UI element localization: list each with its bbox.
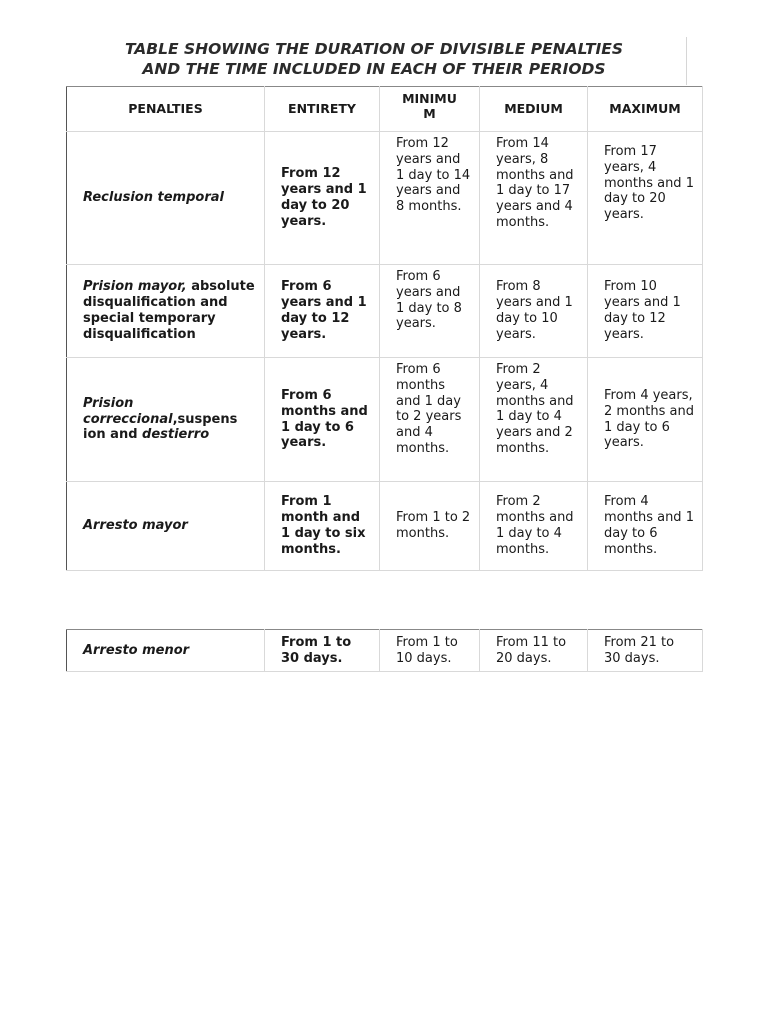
table-row — [67, 482, 703, 571]
entirety-cell: From 6 months and 1 day to 6 years. — [265, 358, 380, 482]
entirety-cell: From 6 years and 1 day to 12 years. — [265, 265, 380, 358]
penalty-cell — [67, 482, 265, 571]
header-minimum: MINIMU M — [380, 87, 480, 132]
page-title — [66, 39, 682, 79]
penalty-cell — [67, 132, 265, 265]
entirety-cell: From 1 to 30 days. — [265, 630, 380, 672]
minimum-cell: From 1 to 10 days. — [380, 630, 480, 672]
arresto-menor-table — [66, 629, 703, 672]
penalty-name: Prision mayor, — [83, 279, 187, 295]
maximum-cell: From 10 years and 1 day to 12 years. — [588, 265, 703, 358]
penalty-name: Prision correccional — [83, 395, 173, 427]
title-line-1: TABLE SHOWING THE DURATION OF DIVISIBLE PENALTIES — [124, 40, 624, 58]
header-entirety: ENTIRETY — [265, 87, 380, 132]
header-penalties: PENALTIES — [67, 87, 265, 132]
medium-cell: From 2 months and 1 day to 4 months. — [480, 482, 588, 571]
minimum-cell: From 6 months and 1 day to 2 years and 4 months. — [380, 358, 480, 482]
penalty-description: ,suspens ion and — [83, 411, 238, 443]
maximum-cell: From 4 years, 2 months and 1 day to 6 years. — [588, 358, 703, 482]
penalty-name: Arresto mayor — [83, 518, 188, 534]
minimum-cell: From 12 years and 1 day to 14 years and 8 months. — [380, 132, 480, 265]
title-block — [66, 37, 702, 85]
penalty-cell — [67, 265, 265, 358]
medium-cell: From 8 years and 1 day to 10 years. — [480, 265, 588, 358]
minimum-cell: From 1 to 2 months. — [380, 482, 480, 571]
title-line-2: AND THE TIME INCLUDED IN EACH OF THEIR PERIODS — [142, 60, 606, 78]
medium-cell: From 11 to 20 days. — [480, 630, 588, 672]
maximum-cell: From 21 to 30 days. — [588, 630, 703, 672]
penalty-description: absolute disqualification and special temporary disqualification — [83, 279, 255, 342]
maximum-cell: From 17 years, 4 months and 1 day to 20 years. — [588, 132, 703, 265]
maximum-cell: From 4 months and 1 day to 6 months. — [588, 482, 703, 571]
medium-cell: From 14 years, 8 months and 1 day to 17 years and 4 months. — [480, 132, 588, 265]
entirety-cell: From 1 month and 1 day to six months. — [265, 482, 380, 571]
header-row — [67, 87, 703, 132]
penalties-table — [66, 86, 703, 571]
penalty-name: Reclusion temporal — [83, 190, 224, 206]
medium-cell: From 2 years, 4 months and 1 day to 4 years and 2 months. — [480, 358, 588, 482]
minimum-cell: From 6 years and 1 day to 8 years. — [380, 265, 480, 358]
penalty-cell — [67, 358, 265, 482]
table-row — [67, 630, 703, 672]
table-row — [67, 358, 703, 482]
table-row — [67, 132, 703, 265]
header-maximum: MAXIMUM — [588, 87, 703, 132]
entirety-cell: From 12 years and 1 day to 20 years. — [265, 132, 380, 265]
penalty-name-2: destierro — [142, 427, 210, 443]
table-row — [67, 265, 703, 358]
penalty-cell: Arresto menor — [67, 630, 265, 672]
header-medium: MEDIUM — [480, 87, 588, 132]
title-divider — [686, 37, 687, 85]
